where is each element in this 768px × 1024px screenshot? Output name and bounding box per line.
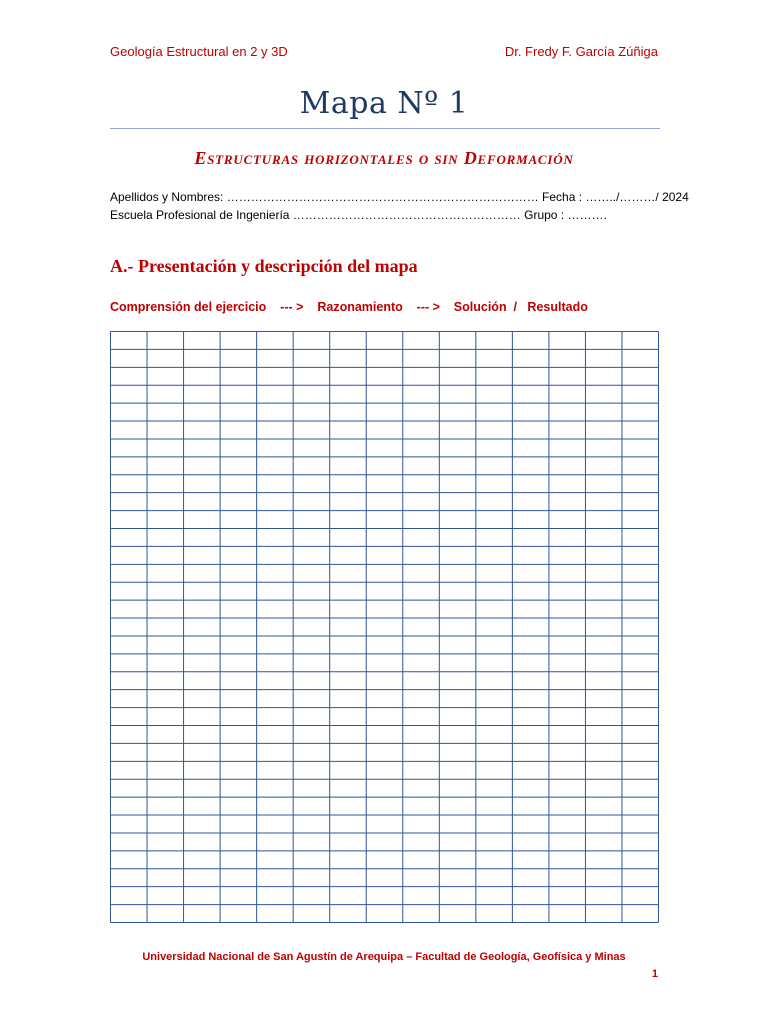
header-course-title: Geología Estructural en 2 y 3D bbox=[110, 44, 288, 59]
footer-institution: Universidad Nacional de San Agustín de Arequipa – Facultad de Geología, Geofísica y Minas bbox=[142, 951, 626, 963]
title-divider bbox=[110, 128, 660, 129]
graph-paper-grid bbox=[110, 331, 659, 923]
section-heading: A.- Presentación y descripción del mapa bbox=[110, 256, 418, 276]
page-number: 1 bbox=[651, 968, 658, 980]
solution-steps: Comprensión del ejercicio --- > Razonamiento --- > Solución / Resultado bbox=[110, 300, 588, 314]
grid-lines bbox=[110, 331, 659, 923]
page-title: Mapa Nº 1 bbox=[299, 86, 469, 121]
school-group-line: Escuela Profesional de Ingeniería ………………………………………………… Grupo : ………. bbox=[110, 208, 607, 222]
header-author: Dr. Fredy F. García Zúñiga bbox=[504, 44, 658, 59]
student-name-date-line: Apellidos y Nombres: …………………………………………………………………… Fecha : ……../………/ 2024 bbox=[110, 190, 689, 204]
document-subtitle: Estructuras horizontales o sin Deformación bbox=[194, 148, 574, 168]
